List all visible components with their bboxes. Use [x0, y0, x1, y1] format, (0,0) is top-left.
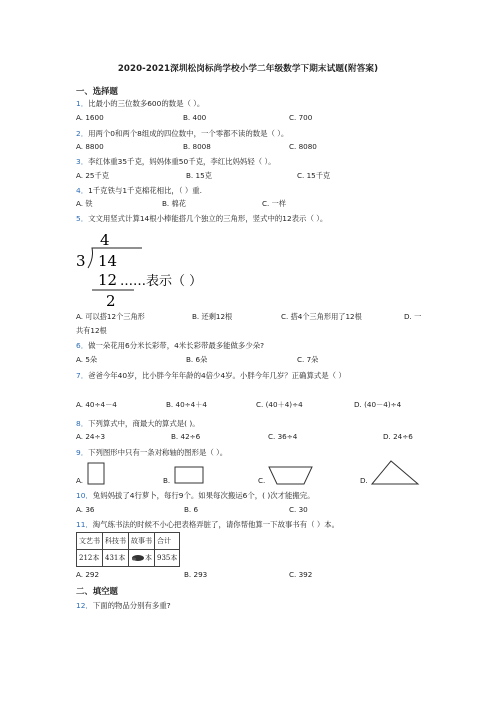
option-b: B. 40÷4＋4	[166, 400, 208, 409]
question-text: 下列图形中只有一条对称轴的图形是（ ）。	[88, 448, 228, 457]
rectangle-wide-shape	[174, 466, 206, 486]
question-number: 12．	[76, 601, 93, 610]
option-b: B. 293	[184, 570, 208, 579]
option-a: A. 36	[76, 505, 95, 514]
division-product: 12	[98, 271, 118, 289]
option-a: A. 1600	[76, 113, 104, 122]
option-a: A. 292	[76, 570, 100, 579]
question-9	[76, 447, 227, 458]
option-a: A. 8800	[76, 142, 104, 151]
table-cell-unit: 本	[145, 554, 152, 562]
table-cell-smudged	[129, 550, 155, 567]
question-text: 文文用竖式计算14根小棒能搭几个独立的三角形，竖式中的12表示（ ）。	[88, 214, 328, 223]
table-cell: 212本	[77, 550, 103, 567]
question-number: 3．	[76, 157, 89, 166]
question-text: 下面的物品分别有多重?	[92, 601, 171, 610]
ink-smudge-icon	[131, 554, 145, 562]
option-d: D. 一	[404, 312, 422, 321]
question-11	[76, 519, 339, 530]
table-header-row	[77, 533, 180, 550]
question-number: 9．	[76, 448, 89, 457]
table-row	[77, 550, 180, 567]
option-c: C. 392	[289, 570, 313, 579]
table-cell: 431本	[103, 550, 129, 567]
option-b: B. 400	[183, 113, 207, 122]
option-b: B. 6朵	[186, 355, 208, 364]
question-number: 10．	[76, 491, 93, 500]
option-c: C. 36÷4	[268, 432, 298, 441]
page-title: 2020-2021深圳松岗标尚学校小学二年级数学下期末试题(附答案)	[117, 64, 379, 74]
table-cell: 935本	[155, 550, 180, 567]
question-number: 8．	[76, 419, 89, 428]
trapezoid-shape	[268, 466, 314, 486]
question-3	[76, 156, 276, 167]
option-a: A. 25千克	[76, 171, 109, 180]
option-d-continued: 共有12根	[76, 326, 107, 335]
division-note: ……表示（ ）	[120, 274, 203, 289]
question-text: 1千克铁与1千克棉花相比，（ ）重.	[88, 186, 202, 195]
table-header-cell: 故事书	[129, 533, 155, 550]
section-heading-fill: 二、填空题	[76, 586, 118, 596]
option-c: C. 15千克	[297, 171, 331, 180]
option-a: A. 40÷4－4	[76, 400, 117, 409]
division-remainder: 2	[106, 292, 116, 308]
question-text: 淘气练书法的时候不小心把表格弄脏了，请你帮他算一下故事书有（ ）本。	[92, 520, 340, 529]
question-4	[76, 185, 202, 196]
long-division-figure	[72, 228, 252, 308]
division-dividend: 14	[98, 252, 118, 270]
books-table	[76, 532, 180, 567]
triangle-shape	[370, 459, 420, 487]
question-text: 爸爸今年40岁，比小胖今年年龄的4倍少4岁。小胖今年几岁？正确算式是（ ）	[88, 371, 346, 380]
question-text: 兔妈妈拔了4行萝卜，每行9个。如果每次搬运6个，( )次才能搬完。	[92, 491, 315, 500]
option-c: C. 700	[289, 113, 313, 122]
option-c: C. (40＋4)÷4	[256, 400, 303, 409]
question-number: 1．	[76, 99, 89, 108]
question-text: 李红体重35千克，妈妈体重50千克，李红比妈妈轻（ ）。	[88, 157, 276, 166]
question-text: 用两个0和两个8组成的四位数中，一个零都不读的数是（ ）。	[88, 129, 289, 138]
question-number: 5．	[76, 214, 89, 223]
rectangle-tall-shape	[87, 462, 107, 486]
question-text: 做一朵花用6分米长彩带，4米长彩带最多能做多少朵?	[88, 341, 265, 350]
question-number: 2．	[76, 129, 89, 138]
question-number: 6．	[76, 341, 89, 350]
option-c: C. 7朵	[297, 355, 319, 364]
option-b: B. 棉花	[162, 199, 186, 208]
option-a: A. 铁	[76, 199, 93, 208]
question-6	[76, 340, 264, 351]
question-10	[76, 490, 315, 501]
table-header-cell: 合计	[155, 533, 180, 550]
option-d: D. (40－4)÷4	[354, 400, 402, 409]
question-7	[76, 370, 346, 381]
option-b: B. 6	[184, 505, 199, 514]
question-12	[76, 600, 171, 611]
question-1	[76, 98, 204, 109]
option-a: A. 5朵	[76, 355, 98, 364]
option-c: C.	[258, 476, 266, 485]
question-text: 下列算式中，商最大的算式是( )。	[88, 419, 200, 428]
option-c: C. 8080	[289, 142, 317, 151]
option-b: B. 还剩12根	[192, 312, 233, 321]
question-text: 比最小的三位数多600的数是（ ）。	[88, 99, 205, 108]
question-number: 4．	[76, 186, 89, 195]
division-divisor: 3	[76, 252, 86, 270]
option-c: C. 一样	[262, 199, 286, 208]
option-b: B. 15克	[186, 171, 212, 180]
option-a: A.	[76, 476, 84, 485]
question-5	[76, 213, 327, 224]
option-c: C. 搭4个三角形用了12根	[281, 312, 362, 321]
question-number: 7．	[76, 371, 89, 380]
option-b: B. 8008	[183, 142, 211, 151]
option-b: B. 42÷6	[171, 432, 201, 441]
option-d: D.	[360, 476, 368, 485]
option-a: A. 24÷3	[76, 432, 106, 441]
question-8	[76, 418, 200, 429]
table-header-cell: 科技书	[103, 533, 129, 550]
option-d: D. 24÷6	[383, 432, 413, 441]
option-b: B.	[163, 476, 171, 485]
section-heading-choice: 一、选择题	[76, 86, 118, 96]
option-c: C. 30	[289, 505, 308, 514]
option-a: A. 可以搭12个三角形	[76, 312, 145, 321]
question-number: 11．	[76, 520, 93, 529]
table-header-cell: 文艺书	[77, 533, 103, 550]
division-quotient: 4	[100, 231, 110, 249]
question-2	[76, 128, 288, 139]
